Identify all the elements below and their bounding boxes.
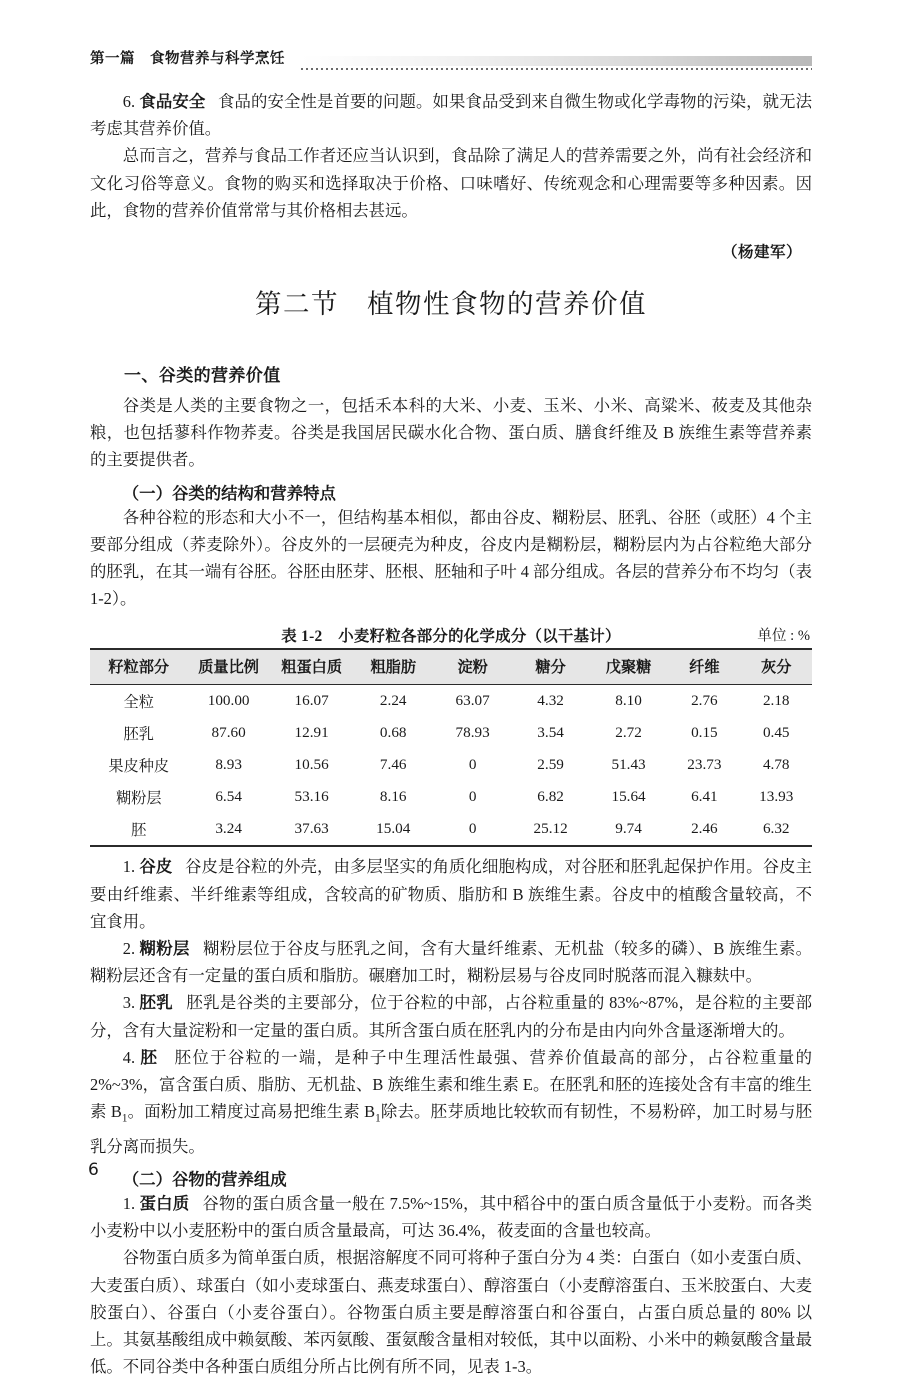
table-cell: 0 <box>433 813 512 846</box>
chemical-composition-table <box>90 648 812 847</box>
list-item-food-safety <box>90 88 812 142</box>
list-item-peiru <box>90 989 812 1043</box>
running-header <box>90 44 812 70</box>
table-block <box>90 624 812 847</box>
table-header-row <box>90 649 812 685</box>
table-unit-label: 单位 : % <box>757 628 810 645</box>
row-label: 全粒 <box>123 693 154 711</box>
list-item-protein <box>90 1190 812 1244</box>
column-header: 粗脂肪 <box>354 649 433 685</box>
table-cell: 9.74 <box>589 813 668 846</box>
item-number: 6. <box>122 92 136 111</box>
table-cell: 0.45 <box>762 724 790 742</box>
header-gradient-bar <box>301 56 812 66</box>
table-cell: 0 <box>468 756 477 774</box>
table-cell: 100.00 <box>207 692 250 710</box>
list-item-hufenceng <box>90 935 812 989</box>
part-two-heading: （二）谷物的营养组成 <box>122 1169 287 1189</box>
part-one-paragraph: 各种谷粒的形态和大小不一，但结构基本相似，都由谷皮、糊粉层、胚乳、谷胚（或胚）4 个主要部分组成（荞麦除外）。谷皮外的一层硬壳为种皮，谷皮内是糊粉层，糊粉层内为占谷粒绝大部分的胚乳，在其一端有谷胚。谷胚由胚芽、胚根、胚轴和子叶 4 部分组成。各层的营养分布不均匀（表 1-2）。 <box>90 507 812 609</box>
table-cell: 6.41 <box>691 788 718 806</box>
subsection-heading-one: 一、谷类的营养价值 <box>124 366 281 387</box>
table-caption-row <box>90 624 812 648</box>
page-number: 6 <box>88 1160 99 1180</box>
table-cell: 63.07 <box>455 692 490 710</box>
table-cell: 13.93 <box>759 788 794 806</box>
table-cell: 16.07 <box>294 692 329 710</box>
table-cell: 4.78 <box>762 756 790 774</box>
table-cell: 0 <box>468 788 477 806</box>
table-cell: 2.18 <box>762 692 790 710</box>
item-term: 谷皮 <box>139 857 173 877</box>
table-cell: 3.54 <box>537 724 564 742</box>
column-header: 淀粉 <box>433 649 512 685</box>
item-term: 食品安全 <box>139 92 206 111</box>
table-cell: 15.04 <box>354 813 433 846</box>
table-cell: 0.15 <box>691 724 718 742</box>
running-header-title: 第一篇 食物营养与科学烹饪 <box>90 51 285 67</box>
table-cell: 25.12 <box>512 813 589 846</box>
item-number: 1. <box>122 857 136 877</box>
table-cell: 7.46 <box>379 756 407 774</box>
column-header: 纤维 <box>668 649 740 685</box>
table-cell: 3.24 <box>187 813 269 846</box>
table-cell: 8.93 <box>215 756 242 774</box>
row-label: 胚 <box>90 813 187 846</box>
table-cell: 87.60 <box>211 724 246 742</box>
item-body-part3: 除去。胚芽质地比较软而有韧性，不易粉碎，加工时易与胚乳分离而损失。 <box>90 1102 813 1156</box>
vitamin-b1-subscript: 1 <box>375 1112 381 1125</box>
page-content <box>90 88 812 1380</box>
column-header: 戊聚糖 <box>589 649 668 685</box>
table-cell: 12.91 <box>294 724 329 742</box>
column-header: 灰分 <box>740 649 812 685</box>
table-cell: 6.54 <box>215 788 242 806</box>
table-cell: 51.43 <box>611 756 646 774</box>
item-number: 2. <box>122 939 136 959</box>
header-dotted-line <box>301 68 812 70</box>
section-title: 第二节 植物性食物的营养价值 <box>255 289 647 321</box>
table-cell: 2.24 <box>379 692 407 710</box>
column-header: 粗蛋白质 <box>270 649 354 685</box>
item-number: 4. <box>122 1047 136 1067</box>
part-two-closing-paragraph: 谷物蛋白质多为简单蛋白质，根据溶解度不同可将种子蛋白分为 4 类：白蛋白（如小麦蛋白质、大麦蛋白质）、球蛋白（如小麦球蛋白、燕麦球蛋白）、醇溶蛋白（小麦醇溶蛋白、玉米胶蛋白、大麦胶蛋白）、谷蛋白（小麦谷蛋白）。谷物蛋白质主要是醇溶蛋白和谷蛋白，占蛋白质总量的 80% 以上。其氨基酸组成中赖氨酸、苯丙氨酸、蛋氨酸含量相对较低，其中以面粉、小米中的赖氨酸含量最低。不同谷类中各种蛋白质组分所占比例有所不同，见表 1-3。 <box>90 1248 812 1377</box>
table-row <box>90 781 812 813</box>
column-header: 质量比例 <box>187 649 269 685</box>
row-label: 胚乳 <box>123 725 154 743</box>
list-item-gupi <box>90 853 812 935</box>
item-term: 胚 <box>140 1047 159 1067</box>
item-term: 胚乳 <box>139 993 174 1013</box>
table-cell: 4.32 <box>537 692 564 710</box>
table-cell: 8.10 <box>615 692 642 710</box>
running-header-rule <box>301 56 812 70</box>
table-cell: 15.64 <box>611 788 646 806</box>
table-cell: 6.32 <box>740 813 812 846</box>
row-label: 糊粉层 <box>115 789 162 807</box>
item-body: 谷物的蛋白质含量一般在 7.5%~15%，其中稻谷中的蛋白质含量低于小麦粉。而各类小麦粉中以小麦胚粉中的蛋白质含量最高，可达 36.4%，莜麦面的含量也较高。 <box>90 1193 813 1241</box>
item-number: 1. <box>122 1193 136 1213</box>
table-cell: 23.73 <box>687 756 722 774</box>
list-item-pei <box>90 1044 812 1160</box>
table-cell: 2.76 <box>691 692 718 710</box>
column-header: 籽粒部分 <box>90 649 187 685</box>
part-one-heading: （一）谷类的结构和营养特点 <box>122 483 336 503</box>
item-body-part1: 胚位于谷粒的一端，是种子中生理活性最强、营养价值最高的部分，占谷粒重量的 2%~3%，富含蛋白质、脂肪、无机盐、B 族维生素和维生素 E。在胚乳和胚的连接处含有丰富的维生素 B <box>90 1047 813 1122</box>
vitamin-b1-subscript: 1 <box>121 1112 128 1125</box>
table-cell: 10.56 <box>294 756 329 774</box>
table-cell: 8.16 <box>379 788 407 806</box>
item-body: 谷皮是谷粒的外壳，由多层坚实的角质化细胞构成，对谷胚和胚乳起保护作用。谷皮主要由纤维素、半纤维素等组成，含较高的矿物质、脂肪和 B 族维生素。谷皮中的植酸含量较高，不宜食用。 <box>90 857 813 931</box>
item-body-part2: 。面粉加工精度过高易把维生素 B <box>127 1102 376 1122</box>
subsection-intro-paragraph: 谷类是人类的主要食物之一，包括禾本科的大米、小麦、玉米、小米、高粱米、莜麦及其他杂粮，也包括蓼科作物荞麦。谷类是我国居民碳水化合物、蛋白质、膳食纤维及 B 族维生素等营养素的主要提供者。 <box>90 396 812 470</box>
table-cell: 37.63 <box>270 813 354 846</box>
summary-paragraph: 总而言之，营养与食品工作者还应当认识到，食品除了满足人的营养需要之外，尚有社会经济和文化习俗等意义。食物的购买和选择取决于价格、口味嗜好、传统观念和心理需要等多种因素。因此，食物的营养价值常常与其价格相去甚远。 <box>90 146 812 220</box>
row-label: 果皮种皮 <box>108 757 170 775</box>
item-term: 糊粉层 <box>139 939 190 959</box>
column-header: 糖分 <box>512 649 589 685</box>
item-term: 蛋白质 <box>139 1193 190 1213</box>
table-row <box>90 749 812 781</box>
table-cell: 6.82 <box>537 788 564 806</box>
table-row <box>90 685 812 718</box>
item-body: 胚乳是谷类的主要部分，位于谷粒的中部，占谷粒重量的 83%~87%，是谷粒的主要部分，含有大量淀粉和一定量的蛋白质。其所含蛋白质在胚乳内的分布是由内向外含量逐渐增大的。 <box>90 993 813 1040</box>
table-cell: 78.93 <box>455 724 490 742</box>
table-cell: 2.46 <box>668 813 740 846</box>
author-attribution: （杨建军） <box>721 244 802 262</box>
item-number: 3. <box>122 993 136 1013</box>
table-cell: 2.72 <box>615 724 642 742</box>
item-body: 糊粉层位于谷皮与胚乳之间，含有大量纤维素、无机盐（较多的磷）、B 族维生素。糊粉层还含有一定量的蛋白质和脂肪。碾磨加工时，糊粉层易与谷皮同时脱落而混入糠麸中。 <box>90 939 813 986</box>
table-row <box>90 717 812 749</box>
table-cell: 0.68 <box>379 724 407 742</box>
table-row <box>90 813 812 846</box>
table-cell: 53.16 <box>294 788 329 806</box>
item-body: 食品的安全性是首要的问题。如果食品受到来自微生物或化学毒物的污染，就无法考虑其营养价值。 <box>90 92 813 139</box>
table-caption: 表 1-2 小麦籽粒各部分的化学成分（以干基计） <box>281 628 621 646</box>
table-cell: 2.59 <box>537 756 564 774</box>
